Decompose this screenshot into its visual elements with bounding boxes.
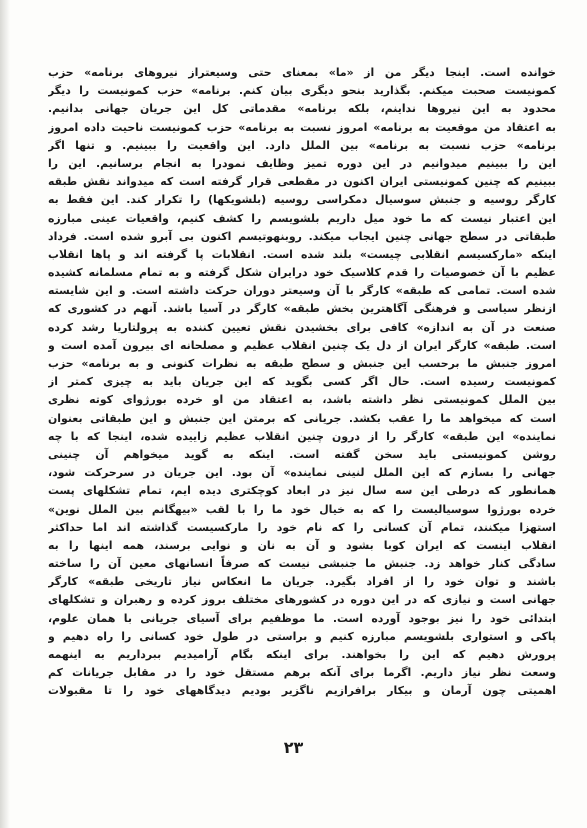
text-line: جهانی را بسازم که این الملل لنینی نماینده» آن بود. این جریان در سرحرکت شود، [48, 466, 556, 480]
text-line: شده است. تمامی که طبقه» کارگر با آن وسیعتر دوران حرکت داشته است. و این شایسته [48, 284, 556, 298]
text-line: محدود به این نیروها نداینم، بلکه برنامه» مقدماتی کل این جریان جهانی بدانیم. [48, 102, 556, 116]
text-line: امروز جنبش ما برحسب این جنبش و سطح طبقه به نظرات کنونی و به برنامه» حزب [48, 357, 556, 370]
text-line: است. طبقه» کارگر ایران از دل یک چنین انقلاب عظیم و مصلحانه ای بیرون آمده است و [48, 338, 556, 352]
text-line: وسعت نظر نیاز داریم. اگرما برای آنکه برهم مستقل خود را در مقابل جریانات کم [48, 666, 556, 680]
text-line: این را ببینیم میدوانیم در این دوره تمیز وظایف نمودرا به انجام برسانیم. این را [48, 156, 556, 170]
text-line: خرده بورژوا سوسیالیست را که به خیال خود ما را با لقب «بیهگانم بین الملل نوین» [48, 502, 556, 516]
text-line: ابتدائی خود را نیز بوجود آورده است. ما موظفیم برای آسیای جریانی با همان علوم، [48, 611, 556, 625]
text-line: طبقاتی در سطح جهانی چنین ایجاب میکند. روبنهوتیسم اکنون بی آبرو شده است. فرداد [48, 229, 556, 243]
text-line: کارگر روسیه و جنبش سوسیال دمکراسی روسیه (بلشویکها) را تکرار کند. این فقط به [48, 193, 556, 207]
text-line: است که میخواهد ما را عقب بکشد. جریانی که برمتن این جنبش و این طبقاتی بعنوان [48, 411, 556, 425]
text-line: روشن کمونیستی باید سخن گفته است. اینکه به گوید میخواهم آن چنینی [48, 447, 556, 461]
text-line: نماینده» این طبقه» کارگر را از درون چنین انقلاب عظیم زاییده شده، اینجا که با چه [48, 429, 556, 443]
text-line: اینکه «مارکسیسم انقلابی چیست» بلند شده است. انقلابات پا گرفته اند و پاها انقلاب [48, 247, 556, 261]
page-number: ۲۳ [283, 738, 304, 757]
text-line: باشند و توان خود را از افراد بگیرد. جریان ما انعکاس نیاز تاریخی طبقه» کارگر [48, 575, 556, 589]
text-line: عظیم با آن خصوصیات را قدم کلاسیک خود درایران شکل گرفته و به تمام مسلمانه کشیده [48, 266, 556, 280]
text-line: همانطور که درطی این سه سال نیز در ابعاد کوچکتری دیده ایم، تمام تشکلهای پست [48, 484, 556, 498]
scan-edge-shadow [0, 0, 10, 828]
text-line: انقلاب اینست که ایران کوبا بشود و آن به نان و نوایی برسند، همه اینها را به [48, 538, 556, 552]
text-line: ازنظر سیاسی و فرهنگی آگاهترین بخش طبقه» کارگر در آسیا باشد. آنهم در کشوری که [48, 302, 556, 316]
text-line: سادگی کنار خواهد زد. جنبش ما جنبشی نیست که صرفاً انسانهای معین آن را ساخته [48, 557, 556, 571]
text-line: استهزا میکنند، تمام آن کسانی را که نام خود را مارکسیست گذاشته اند اما حداکثر [48, 520, 556, 534]
text-line: کمونیست صحبت میکنم. بگذارید بنحو دیگری بیان کنم. برنامه» حزب کمونیست را دیگر [48, 84, 556, 98]
text-line: این اعتبار نیست که ما خود میل داریم بلشویسم را کشف کنیم، واقعیات عینی مبارزه [48, 211, 556, 225]
text-line: ببینیم که چنین کمونیستی ایران اکنون در مقطعی قرار گرفته است که میدواند نقش طبقه [48, 175, 556, 189]
text-line: بین الملل کمونیستی نظر داشته باشد، به اعتقاد من او خرده بورژوای کوته نظری [48, 393, 556, 407]
text-line: پرورش دهیم که این را بخواهند. برای اینکه بگام آرامیدیم ببرداریم به اینهمه [48, 648, 556, 661]
text-line: کمونیست رسیده است. حال اگر کسی بگوید که این جریان باید به چیزی کمتر از [48, 375, 556, 389]
text-line: صنعت در آن به اندازه» کافی برای بخشیدن نقش تعیین کننده به پرولتاریا رشد کرده [48, 320, 556, 334]
text-line: برنامه» حزب نسبت به برنامه» بین الملل دارد. این واقعیت را ببینیم. و تنها اگر [48, 138, 556, 152]
text-line: اهمیتی چون آرمان و بیکار برافرازیم ناگزیر بودیم دیدگاههای خود را تا مقبولات [48, 684, 556, 698]
text-line: جهانی است و نیازی که در این دوره در کشورهای مختلف بروز کرده و رهبران و تشکلهای [48, 593, 556, 607]
text-line: خوانده است. اینجا دیگر من از «ما» بمعنای حتی وسیعتراز نیروهای برنامه» حزب [48, 66, 556, 79]
text-line: پاکی و استواری بلشویسم مبارزه کنیم و براستی در طول خود کسانی را راه دهیم و [48, 629, 556, 643]
text-line: به اعتقاد من موقعیت به برنامه» امروز نسبت به برنامه» حزب کمونیست ناحیت داده امروز [48, 120, 556, 134]
body-text [48, 64, 556, 734]
